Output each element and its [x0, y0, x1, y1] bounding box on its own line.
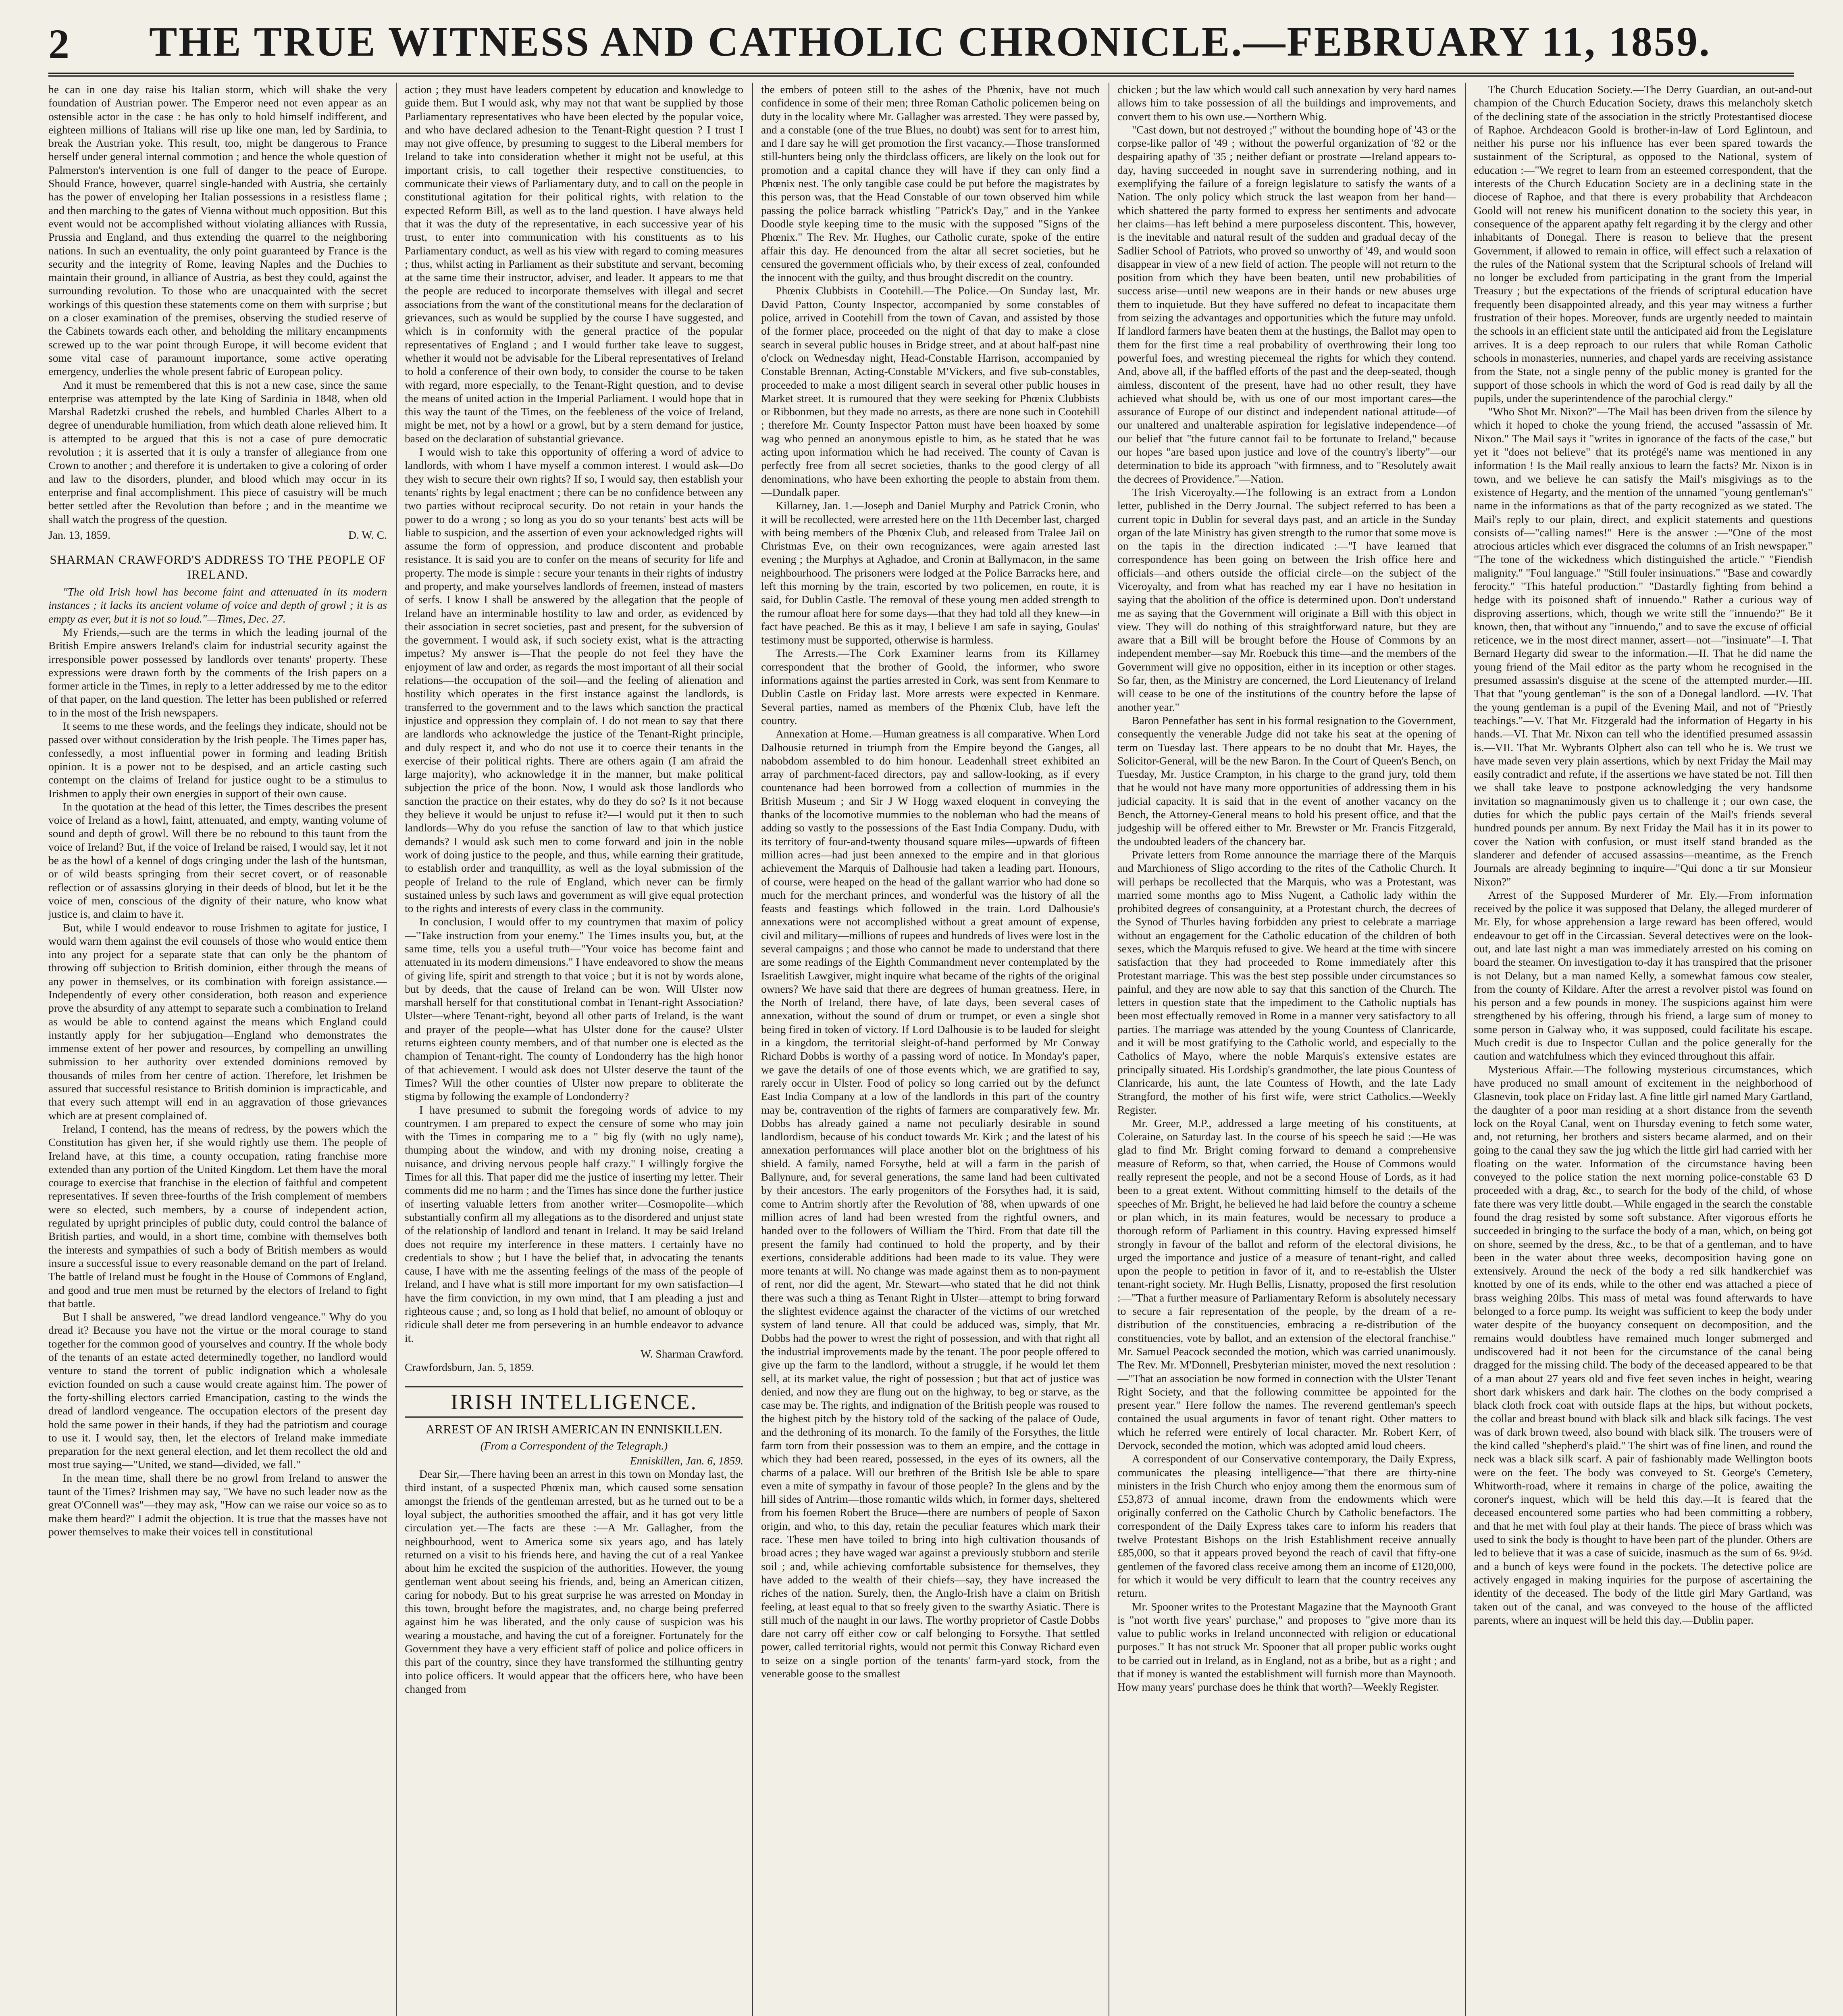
- article-paragraph: And it must be remembered that this is not a new case, since the same enterprise was attempted by the late King of Sardinia in 1848, when old Marshal Radetzki crushed the rebels, and humbled Charles Albert to a degree of unendurable humiliation, from which death alone relieved him. It is attempted to be argued that this is not a case of pure democratic revolution ; it is asserted that it is only a transfer of allegiance from one Crown to another ; and therefore it is undertaken to give a coloring of order and law to the disorders, plunder, and blood which may occur in its enterprise and final accomplishment. This piece of casuistry will be much better settled after the Revolution than before ; and in the meantime we shall watch the progress of the question.: [48, 378, 387, 525]
- article-paragraph: The Church Education Society.—The Derry Guardian, an out-and-out champion of the Church Education Society, draws this melancholy sketch of the declining state of the association in the strictly Protestantised diocese of Raphoe. Archdeacon Goold is brother-in-law of Lord Eglintoun, and neither his purse nor his influence has ever been spared towards the sustainment of the Scriptural, as opposed to the National, system of education :—"We regret to learn from an esteemed correspondent, that the interests of the Church Education Society are in a declining state in the diocese of Raphoe, and that there is every probability that Archdeacon Goold will not renew his munificent donation to the society this year, in consequence of the apparent apathy felt regarding it by the clergy and other inhabitants of Donegal. There is reason to believe that the present Government, if allowed to remain in office, will effect such a relaxation of the rules of the National system that the Scriptural schools of Ireland will no longer be excluded from participating in the grant from the Imperial Treasury ; but the expectations of the friends of scriptural education have frequently been disappointed already, and this year may witness a further frustration of their hopes. Moreover, funds are urgently needed to maintain the schools in an efficient state until the anticipated aid from the Legislature arrives. It is a deep reproach to our rulers that while Roman Catholic schools in monasteries, nunneries, and chapel yards are receiving assistance from the State, not a single penny of the public money is granted for the support of those schools in which the word of God is read daily by all the pupils, under the superintendence of the parochial clergy.": [1474, 83, 1812, 404]
- article-paragraph: I have presumed to submit the foregoing words of advice to my countrymen. I am prepared to expect the censure of some who may join with the Times in comparing me to a " big fly (with no ugly name), thumping about the window, and with my droning noise, creating a nuisance, and driving nervous people half crazy." I willingly forgive the Times for all this. That paper did me the justice of inserting my letter. Their comments did me no harm ; and the Times has since done the further justice of inserting valuable letters from another writer—Cosmopolite—which substantially confirm all my allegations as to the disordered and unjust state of the relationship of landlord and tenant in Ireland. It may be said Ireland does not require my interference in these matters. I certainly have no credentials to show ; but I have the belief that, in advocating the tenants cause, I have with me the assenting feelings of the mass of the people of Ireland, and I have what is still more important for my own satisfaction—I have the firm conviction, in my own mind, that I am pleading a just and righteous cause ; and, so long as I hold that belief, no amount of obloquy or ridicule shall deter me from persevering in an humble endeavor to advance it.: [405, 1103, 743, 1344]
- column-1: [48, 83, 387, 2016]
- article-paragraph: he can in one day raise his Italian storm, which will shake the very foundation of Austrian power. The Emperor need not even appear as an ostensible actor in the case : he has only to hold himself indifferent, and eighteen millions of Italians will rise up like one man, led by Sardinia, to break the Austrian yoke. This result, too, might be dangerous to France herself under general internal commotion ; and hence the whole question of Palmerston's intervention is one full of danger to the peace of Europe. Should France, however, quarrel single-handed with Austria, she certainly has the power of enveloping her Italian possessions in a resistless flame ; and then marching to the gates of Vienna without much opposition. But this event would not be accomplished without violating alliances with Russia, Prussia and England, and thus extending the quarrel to the neighboring nations. In such an eventuality, the only point guaranteed by France is the security and the integrity of Rome, leaving Naples and the Duchies to maintain their ground, in alliance of Austria, as best they could, against the surrounding revolution. To those who are unacquainted with the secret workings of this question these statements come on them with surprise ; but on a closer examination of the premises, observing the studied reserve of the Cabinets towards each other, and beholding the military encampments screwed up to the war point through Europe, it will become evident that some vital case of paramount importance, some active operating emergency, underlies the whole present fabric of European policy.: [48, 83, 387, 378]
- article-paragraph: Arrest of the Supposed Murderer of Mr. Ely.—From information received by the police it was supposed that Delany, the alleged murderer of Mr. Ely, for whose apprehension a large reward has been offered, would endeavour to get off in the Circassian. Several detectives were on the look-out, and late last night a man was immediately arrested on his coming on board the steamer. On investigation to-day it has transpired that the prisoner is not Delany, but a man named Kelly, a somewhat famous cow stealer, from the county of Kildare. After the arrest a revolver pistol was found on his person and a few pounds in money. The suspicions against him were strengthened by his offering, through his friend, a large sum of money to some person in Galway who, it was supposed, could facilitate his escape. Much credit is due to Inspector Cullan and the police generally for the caution and watchfulness which they evinced throughout this affair.: [1474, 888, 1812, 1062]
- article-paragraph: Annexation at Home.—Human greatness is all comparative. When Lord Dalhousie returned in triumph from the Empire beyond the Ganges, all nabobdom assembled to do him honour. Leadenhall street exhibited an array of parchment-faced directors, pay and sallow-looking, as if every countenance had been borrowed from a collection of mummies in the British Museum ; and Sir J W Hogg waxed eloquent in conveying the thanks of the locomotive mummies to the nobleman who had the means of adding so vastly to the possessions of the East India Company. Dudu, with its territory of four-and-twenty thousand square miles—upwards of fifteen million acres—had just been annexed to the empire and in that glorious achievement the Marquis of Dalhousie had taken a leading part. Honours, of course, were heaped on the head of the gallant warrior who had done so much for the merchant princes, and wonderful was the history of all the feasts and feastings which followed in the train. Lord Dalhousie's annexations were not accomplished without a great amount of expense, civil and military—millions of rupees and hundreds of lives were lost in the several campaigns ; and those who cannot be made to understand that there are some readings of the Eighth Commandment never contemplated by the Israelitish Lawgiver, might inquire what became of the rights of the original owners? We have said that there are degrees of human greatness. Here, in the North of Ireland, there have, of late days, been several cases of annexation, without the sound of drum or trumpet, or even a single shot being fired in token of victory. If Lord Dalhousie is to be lauded for sleight in a kingdom, the territorial sleight-of-hand performed by Mr Conway Richard Dobbs is worthy of a passing word of notice. In Monday's paper, we gave the details of one of those events which, we are gratified to say, rarely occur in Ulster. Food of policy so long carried out by the defunct East India Company at a low of the landlords in this part of the country may be, contravention of the rights of farmers are comparatively few. Mr. Dobbs has already gained a name not peculiarly desirable in sound landlordism, because of his conduct towards Mr. Kirk ; and the latest of his annexation performances will place another blot on the brightness of his shield. A family, named Forsythe, held at will a farm in the parish of Ballynure, and, for several generations, the same land had been cultivated by their ancestors. The early progenitors of the Forsythes had, it is said, come to Antrim shortly after the Revolution of '88, when upwards of one million acres of land had been wrested from the rightful owners, and handed over to the followers of William the Third. From that date till the present the family had continued to hold the property, and by their exertions, considerable additions had been made to its value. They were more tenants at will. No change was made against them as to non-payment of rent, nor did the agent, Mr. Stewart—who stated that he did not think there was such a thing as Tenant Right in Ulster—attempt to bring forward the slightest evidence against the character of the victims of our wretched system of land tenure. All that could be adduced was, simply, that Mr. Dobbs had the power to wrest the right of possession, and with that right all the industrial improvements made by the tenant. The poor people offered to give up the farm to the landlord, without a struggle, if he would let them sell, at its market value, the right of possession ; but that act of justice was denied, and now they are flung out on the highway, to beg or starve, as the case may be. The rights, and indignation of the British people was roused to the highest pitch by the history told of the sacking of the palace of Oude, and the dethroning of its monarch. To the family of the Forsythes, the little farm torn from their possession was to them an empire, and the cottage in which they had been reared, possessed, in the eyes of its owners, all the charms of a palace. Will our brethren of the British Isle be able to spare even a mite of sympathy in favour of those people? In the glens and by the hill sides of Antrim—those romantic wilds which, in former days, sheltered from his foemen Robert the Bruce—there are numbers of people of Saxon origin, and who, to this day, retain the peculiar features which mark their race. These men have toiled to bring into high cultivation thousands of broad acres ; they have waged war against a previously stubborn and sterile soil ; and, while achieving comfortable subsistence for themselves, they have added to the wealth of their chiefs—say, they have increased the riches of the nation. Surely, then, the Anglo-Irish have a claim on British feeling, at least equal to that so freely given to the swarthy Asiatic. There is still much of the naught in our laws. The worthy proprietor of Castle Dobbs dare not carry off either cow or calf belonging to Forsythe. That settled power, called territorial rights, would not permit this Conway Richard even to seize on a single portion of the tenants' farm-yard stock, from the venerable goose to the smallest: [761, 727, 1100, 1680]
- article-paragraph: Phœnix Clubbists in Cootehill.—The Police.—On Sunday last, Mr. David Patton, County Inspector, accompanied by some constables of police, arrived in Cootehill from the town of Cavan, and assisted by those of the former place, proceeded on the night of that day to make a close search in several public houses in Bridge street, and at about half-past nine o'clock on Wednesday night, Head-Constable Harrison, accompanied by Constable Brennan, Acting-Constable M'Vickers, and five sub-constables, proceeded to make a most diligent search in several other public houses in Market street. It is rumoured that they were seeking for Phœnix Clubbists or Ribbonmen, but they made no arrests, as there are none such in Cootehill ; therefore Mr. County Inspector Patton must have been hoaxed by some wag who penned an anonymous epistle to him, as he stated that he was acting upon information which he had received. The county of Cavan is perfectly free from all secret societies, thanks to the good clergy of all denominations, who have been exhorting the people to abstain from them.—Dundalk paper.: [761, 284, 1100, 498]
- article-paragraph: the embers of poteen still to the ashes of the Phœnix, have not much confidence in some of their men; three Roman Catholic policemen being on duty in the locality where Mr. Gallagher was arrested. They were passed by, and a constable (one of the true Blues, no doubt) was sent for to arrest him, and I dare say he will get promotion the first vacancy.—Those transformed still-hunters being only the thirdclass officers, are likely on the look out for promotion and a capital chance they will have if they can only find a Phœnix nest. The only tangible case could be put before the magistrates by this person was, that the Head Constable of our town observed him while passing the police barrack whistling "Patrick's Day," and in the Yankee Doodle style keeping time to the music with the supposed "Signs of the Phœnix." The Rev. Mr. Hughes, our Catholic curate, spoke of the entire affair this day. He denounced from the altar all secret societies, but he censured the government officials who, by their excess of zeal, confounded the innocent with the guilty, and thus brought discredit on the country.: [761, 83, 1100, 284]
- signature-place: Crawfordsburn, Jan. 5, 1859.: [405, 1361, 535, 1374]
- column-4: [1117, 83, 1456, 2016]
- article-heading: ARREST OF AN IRISH AMERICAN IN ENNISKILLEN.: [426, 1422, 722, 1436]
- column-rule: [1465, 83, 1466, 2016]
- article-paragraph: The Arrests.—The Cork Examiner learns from its Killarney correspondent that the brother of Goold, the informer, who swore informations against the parties arrested in Cork, was sent from Kenmare to Dublin Castle on Friday last. More arrests were expected in Kenmare. Several parties, named as members of the Phœnix Club, have left the country.: [761, 647, 1100, 727]
- article-paragraph: Dear Sir,—There having been an arrest in this town on Monday last, the third instant, of a suspected Phœnix man, which caused some sensation amongst the friends of the gentleman arrested, but as he turned out to be a loyal subject, the authorities smoothed the affair, and it has got very little circulation yet.—The facts are these :—A Mr. Gallagher, from the neighbourhood, went to America some six years ago, and has lately returned on a visit to his friends here, and having the cut of a real Yankee about him he excited the suspicion of the authorities. However, the young gentleman went about seeing his friends, and, being an American citizen, caring for nobody. But to his great surprise he was arrested on Monday in this town, brought before the magistrates, and, no charge being preferred against him he was liberated, and the only cause of suspicion was his wearing a moustache, and having the cut of a foreigner. Fortunately for the Government they have a very efficient staff of police and police officers in this part of the country, since they have transformed the stilhunting gentry into police officers. It would appear that the officers here, who have been changed from: [405, 1468, 743, 1695]
- signature-line: [48, 528, 387, 541]
- article-byline: (From a Correspondent of the Telegraph.): [480, 1439, 668, 1452]
- column-2: [405, 83, 743, 2016]
- article-paragraph: Baron Pennefather has sent in his formal resignation to the Government, consequently the venerable Judge did not take his seat at the opening of term on Tuesday last. There appears to be no doubt that Mr. Hayes, the Solicitor-General, will be the new Baron. In the Court of Queen's Bench, on Tuesday, Mr. Justice Crampton, in his charge to the grand jury, told them that he would not have many more opportunities of addressing them in his judicial capacity. It is said that in the event of another vacancy on the Bench, the Attorney-General means to hold his present office, and that the judgeship will be offered either to Mr. Brewster or Mr. Francis Fitzgerald, the undoubted leaders of the chancery bar.: [1117, 714, 1456, 848]
- column-rule: [752, 83, 753, 2016]
- article-paragraph: Ireland, I contend, has the means of redress, by the powers which the Constitution has given her, if she would rightly use them. The people of Ireland have, at this time, a county occupation, rating franchise more extended than any portion of the United Kingdom. Let them have the moral courage to exercise that franchise in the election of faithful and competent representatives. If seven three-fourths of the Irish complement of members were so elected, such members, by a course of independent action, regulated by upright principles of public duty, could control the balance of British parties, and would, in a short time, combine with themselves both the interests and sympathies of such a body of British members as would insure a successful issue to every reasonable demand on the part of Ireland. The battle of Ireland must be fought in the House of Commons of England, and good and true men must be returned by the electors of Ireland to fight that battle.: [48, 1122, 387, 1310]
- masthead: [48, 12, 1794, 77]
- signature-name: W. Sharman Crawford.: [641, 1347, 743, 1360]
- signature-initials: D. W. C.: [348, 528, 387, 541]
- masthead-title: THE TRUE WITNESS AND CATHOLIC CHRONICLE.—FEBRUARY 11, 1859.: [149, 19, 1711, 65]
- article-paragraph: But, while I would endeavor to rouse Irishmen to agitate for justice, I would warn them against the evil counsels of those who would entice them into any project for a separate state that can only be the phantom of throwing off subjection to British dominion, either through the means of any power in themselves, or its combination with foreign assistance.—Independently of every other consideration, both reason and experience prove the absurdity of any attempt to separate such a combination to Ireland as would be able to contend against the means which England could instantly apply for her subjugation—England who demonstrates the immense extent of her power and resources, by compelling an unwilling submission to her authority over extended dominions removed by thousands of miles from her centre of action. Therefore, let Irishmen be assured that successful resistance to British dominion is impracticable, and that every such attempt will end in an aggravation of those grievances which are at present complained of.: [48, 921, 387, 1122]
- article-paragraph: "Who Shot Mr. Nixon?"—The Mail has been driven from the silence by which it hoped to choke the young friend, the accused "assassin of Mr. Nixon." The Mail says it "writes in ignorance of the facts of the case," but yet it "does not believe" that its protégé's name was mentioned in any information ! Is the Mail really anxious to learn the facts? Mr. Nixon is in town, and we believe he can satisfy the Mail's misgivings as to the existence of Hegarty, and the mention of the unnamed "young gentleman's" name in the informations as that of the party recognized as we stated. The Mail's reply to our plain, direct, and explicit statements and questions consists of—"calling names!" Here is the answer :—"One of the most atrocious articles which ever disgraced the columns of an Irish newspaper." "The tone of the wickedness which distinguished the article." "Fiendish malignity." "Foul language." "Still fouler insinuations." "Base and cowardly ferocity." "This hateful production." "Dastardly fighting from behind a hedge with its poisoned shaft of innuendo." Rather a curious way of disproving assertions, which, though we write still the "innuendo?" Be it known, then, that without any "innuendo," and to save the excuse of official reticence, we in the most direct manner, assert—not—"insinuate"—I. That Bernard Hegarty did swear to the information.—II. That he did name the young friend of the Mail editor as the party whom he recognised in the presumed assassin's disguise at the scene of the attempted murder.—III. That that "young gentleman" is the son of a Donegal landlord. —IV. That the young gentleman is a pupil of the Evening Mail, and not of "Priestly teachings."—V. That Mr. Fitzgerald had the information of Hegarty in his hands.—VI. That Mr. Nixon can tell who the identified presumed assassin is.—VII. That Mr. Wybrants Olphert also can tell who he is. We trust we have made seven very plain assertions, which by next Friday the Mail may easily contradict and refute, if the assertions we have stated be not. Till then we shall take leave to postpone acknowledging the very handsome invitation so magnanimously given us to challenge it ; our own case, the duties for which the public pays certain of the Mail's friends several hundred pounds per annum. By next Friday the Mail has it in its power to cover the Nation with confusion, or must itself stand branded as the slanderer and defender of accused assassins—meantime, as the French Journals are already beginning to inquire—"Qui donc a tir sur Monsieur Nixon?": [1474, 405, 1812, 888]
- article-paragraph: Mysterious Affair.—The following mysterious circumstances, which have produced no small amount of excitement in the neighborhood of Glasnevin, took place on Friday last. A fine little girl named Mary Gartland, the daughter of a poor man residing at a short distance from the seventh lock on the Royal Canal, went on Thursday evening to fetch some water, and, not returning, her brothers and sisters became alarmed, and on their going to the canal they saw the jug which the little girl had carried with her floating on the water. Information of the circumstance having been conveyed to the police station the next morning police-constable 63 D proceeded with a drag, &c., to search for the body of the child, of whose fate there was very little doubt.—While engaged in the search the constable found the drag resisted by some soft substance. After vigorous efforts he succeeded in bringing to the surface the body of a man, which, on being got on shore, seemed by the dress, &c., to be that of a gentleman, and to have been in the water about three weeks, decomposition having gone on extensively. Around the neck of the body a red silk handkerchief was knotted by one of its ends, while to the other end was attached a piece of brass weighing 20lbs. This mass of metal was found afterwards to have belonged to a force pump. Its weight was sufficient to keep the body under water despite of the buoyancy consequent on decomposition, and the remains would doubtless have remained much longer submerged and undiscovered had it not been for the circumstance of the canal being dragged for the missing child. The body of the deceased appeared to be that of a man about 27 years old and five feet seven inches in height, wearing short dark whiskers and dark hair. The clothes on the body comprised a black cloth frock coat with outside flaps at the hips, but without pockets, the collar and breast bound with black silk and black silk facings. The vest was of dark brown tweed, also bound with black silk. The trousers were of the kind called "shepherd's plaid." The shirt was of fine linen, and round the neck was a black silk scarf. A pair of fashionably made Wellington boots were on the feet. The body was conveyed to St. George's Cemetery, Whitworth-road, where it remains in charge of the police, awaiting the coroner's inquest, which will be held this day.—It is feared that the deceased encountered some parties who had been committing a robbery, and that he met with foul play at their hands. The piece of brass which was used to sink the body is thought to have been part of the plunder. Others are led to believe that it was a case of suicide, inasmuch as the sum of 6s. 9½d. and a bunch of keys were found in the pockets. The detective police are actively engaged in making inquiries for the purpose of ascertaining the identity of the deceased. The body of the little girl Mary Gartland, was taken out of the canal, and was conveyed to the house of the afflicted parents, where an inquest will be held this day.—Dublin paper.: [1474, 1063, 1812, 1626]
- article-paragraph: In the mean time, shall there be no growl from Ireland to answer the taunt of the Times? Irishmen may say, "We have no such leader now as the great O'Connell was"—they may ask, "How can we raise our voice so as to make them heard?" I admit the objection. It is true that the masses have not power themselves to make their voices tell in constitutional: [48, 1471, 387, 1538]
- article-dateline: Enniskillen, Jan. 6, 1859.: [630, 1454, 743, 1467]
- article-epigraph: "The old Irish howl has become faint and attenuated in its modern instances ; it lacks its ancient volume of voice and depth of growl ; it is as empty as ever, but it is not so loud."—Times, Dec. 27.: [48, 585, 387, 625]
- article-paragraph: Mr. Greer, M.P., addressed a large meeting of his constituents, at Coleraine, on Saturday last. In the course of his speech he said :—He was glad to find Mr. Bright coming forward to demand a comprehensive measure of Reform, so that, when carried, the House of Commons would really represent the people, and not be a second House of Lords, as it had been to a great extent. Without committing himself to the details of the speeches of Mr. Bright, he believed he had laid before the country a scheme or plan which, in its main features, would be necessary to produce a thorough reform of Parliament in this country. Having expressed himself strongly in favour of the ballot and reform of the electoral divisions, he urged the importance and justice of a measure of tenant-right, and called upon the people to petition in favor of it, and to re-establish the Ulster tenant-right society. Mr. Hugh Bellis, Lisnatty, proposed the first resolution :—"That a further measure of Parliamentary Reform is absolutely necessary to secure a fair representation of the people, by the dream of a re-distribution of the constituencies, embracing a re-distribution of the constituencies, vote by ballot, and an extension of the electoral franchise." Mr. Samuel Peacock seconded the motion, which was carried unanimously. The Rev. Mr. M'Donnell, Presbyterian minister, moved the next resolution :—"That an association be now formed in connection with the Ulster Tenant Right Society, and that the following committee be appointed for the present year." Here follow the names. The reverend gentleman's speech contained the usual arguments in favor of tenant right. Other matters to which he referred were entirely of local character. Mr. Robert Kerr, of Dervock, seconded the motion, which was adopted amid loud cheers.: [1117, 1116, 1456, 1452]
- article-paragraph: chicken ; but the law which would call such annexation by very hard names allows him to take possession of all the buildings and improvements, and convert them to his own use.—Northern Whig.: [1117, 83, 1456, 123]
- signature-date: Jan. 13, 1859.: [48, 528, 111, 541]
- column-5: [1474, 83, 1812, 2016]
- article-paragraph: In conclusion, I would offer to my countrymen that maxim of policy—"Take instruction from your enemy." The Times insults you, but, at the same time, tells you a useful truth—"Your voice has become faint and attenuated in its modern dimensions." I have endeavored to show the means of giving life, spirit and strength to that voice ; but it is not by words alone, but by deeds, that the cause of Ireland can be won. Will Ulster now marshall herself for that constitutional combat in Tenant-right Association? Ulster—where Tenant-right, beyond all other parts of Ireland, is the want and prayer of the people—what has Ulster done for the cause? Ulster returns eighteen county members, and of that number one is elected as the champion of Tenant-right. The county of Londonderry has the high honor of that achievement. I would ask does not Ulster deserve the taunt of the Times? Will the other counties of Ulster now prepare to obliterate the stigma by following the example of Londonderry?: [405, 915, 743, 1103]
- column-3: [761, 83, 1100, 2016]
- article-paragraph: A correspondent of our Conservative contemporary, the Daily Express, communicates the pleasing intelligence—"that there are thirty-nine ministers in the Irish Church who enjoy among them the enormous sum of £53,873 of annual income, drawn from the endowments which were originally conferred on the Catholic Church by Catholic benefactors. The correspondent of the Daily Express takes care to inform his readers that twelve Protestant Bishops on the Irish Establishment receive annually £85,000, so that it appears proved beyond the reach of cavil that fifty-one gentlemen of the favored class receive among them an income of £120,000, for which it would be very difficult to learn that the country receives any return.: [1117, 1452, 1456, 1599]
- article-paragraph: My Friends,—such are the terms in which the leading journal of the British Empire answers Ireland's claim for industrial security against the irresponsible power possessed by landlords over tenants' property. These expressions were drawn forth by the comments of the Irish papers on a former article in the Times, in reply to a letter addressed by me to the editor of that paper, on the land question. The letter has been published or referred to in the most of the Irish newspapers.: [48, 625, 387, 719]
- page-number: 2: [48, 21, 69, 67]
- article-paragraph: Mr. Spooner writes to the Protestant Magazine that the Maynooth Grant is "not worth five years' purchase," and proposes to "give more than its value to public works in Ireland unconnected with religion or educational purposes." It has not struck Mr. Spooner that all proper public works ought to be carried out in Ireland, as in England, not as a bribe, but as a right ; and that if money is wanted the establishment will furnish more than Maynooth. How many years' purchase does he think that worth?—Weekly Register.: [1117, 1600, 1456, 1693]
- article-paragraph: "Cast down, but not destroyed ;" without the bounding hope of '43 or the corpse-like pallor of '49 ; without the powerful organization of '82 or the despairing apathy of '35 ; neither defiant or prostrate —Ireland appears to-day, having succeeded in nought save in surrendering nothing, and in exemplifying the failure of a foreign legislature to satisfy the wants of a Nation. The only policy which struck the last weapon from her hand—which shattered the party formed to express her sentiments and advocate her claims—has left behind a mere purposeless discontent. This, however, is the inevitable and natural result of the sudden and gradual decay of the Sadlier School of Patriots, who proved so unworthy of '49, and would soon disappear in view of a new field of action. The people will not return to the position from which they have been beaten, until new probabilities of success arise—until new weapons are in their hands or new abuses urge them to inquietude. But they have suffered no defeat to incapacitate them from seizing the advantages and opportunities which the future may unfold. If landlord farmers have beaten them at the hustings, the Ballot may open to them for the first time a real probability of overthrowing their long too powerful foes, and wresting piecemeal the rights for which they contend. And, above all, if the baffled efforts of the past and the deep-seated, though aimless, discontent of the present, have had no other result, they have achieved what should be, with us one of our most important cares—the assurance of Europe of our distinct and independent national attitude—of our unaltered and unalterable aspiration for legislative independence—of our belief that "the future cannot fail to be fortunate to Ireland," because our hopes "are based upon justice and love of the country's liberty"—our determination to bide its approach "with firmness, and to "Resolutely await the decrees of Providence."—Nation.: [1117, 123, 1456, 485]
- article-paragraph: In the quotation at the head of this letter, the Times describes the present voice of Ireland as a howl, faint, attenuated, and empty, wanting volume of sound and depth of growl. Will there be no rebound to this taunt from the voice of Ireland? But, if the voice of Ireland be raised, I would say, let it not be as the howl of a kennel of dogs cringing under the lash of the huntsman, or of wild beasts springing from their secret covert, or of reasonable reflection or of assassins glorying in their deeds of blood, but let it be the voice of men, conscious of the dignity of their nature, who know what justice is, and claim to have it.: [48, 800, 387, 921]
- section-heading: IRISH INTELLIGENCE.: [405, 1386, 743, 1418]
- column-rule: [396, 83, 397, 2016]
- article-paragraph: Killarney, Jan. 1.—Joseph and Daniel Murphy and Patrick Cronin, who it will be recollected, were arrested here on the 11th December last, charged with being members of the Phœnix Club, and released from Tralee Jail on Christmas Eve, on their own recognizances, were again arrested last evening ; the Murphys at Aghadoe, and Cronin at Ballymacon, in the same neighbourhood. The prisoners were lodged at the Police Barracks here, and left this morning by the train, escorted by two policemen, en route, it is said, for Dublin Castle. The removal of these young men added strength to the rumour afloat here for some days—that they had told all they knew—in fact have peached. Be this as it may, I believe I am safe in saying, Goulas' testimony must be supported, otherwise is harmless.: [761, 499, 1100, 646]
- article-paragraph: I would wish to take this opportunity of offering a word of advice to landlords, with whom I have myself a common interest. I would ask—Do they wish to secure their own rights? If so, I would say, then establish your tenants' rights by legal enactment ; there can be no confidence between any two parties without reciprocal security. Do not retain in your hands the power to do a wrong ; so long as you do so your tenants' best acts will be liable to suspicion, and the assertion of even your acknowledged rights will assume the form of oppression, and produce discontent and probable resistance. It is said you are to confer on the means of security for life and property. The mode is simple : secure your tenants in their rights of industry and property, and make yourselves landlords of freemen, instead of masters of serfs. I know I shall be answered by the allegation that the people of Ireland have an interminable hostility to law and order, as evidenced by their association in secret societies, past and present, for the subversion of the government. I would ask, if such society exist, what is the attracting impetus? My answer is—That the people do not feel they have the enjoyment of law and order, as regards the most important of all their social relations—the occupation of the soil—and the feeling of alienation and hostility which operates in the first instance against the landlords, is transferred to the government and to the laws which sanction the practical injustice and oppression they complain of. I do not mean to say that there are landlords who acknowledge the justice of the Tenant-Right principle, and duly respect it, and who do not use it to coerce their tenants in the exercise of their political rights. There are others again (I am afraid the large majority), who acknowledge it in the manner, but make political subjection the price of the boon. Now, I would ask those landlords who sanction the practice on their estates, why do they do so? Is it not because they believe it would be unjust to refuse it?—I would put it then to such landlords—Why do you refuse the sanction of law to that which justice demands? I would ask such men to come forward and join in the noble work of doing justice to the people, and thus, while earning their gratitude, to establish order and tranquillity, as well as the loyal submission of the people of Ireland to the rule of England, which never can be firmly sustained unless by such laws and government as will give equal protection to the rights and interests of every class in the community.: [405, 446, 743, 915]
- article-paragraph: action ; they must have leaders competent by education and knowledge to guide them. But I would ask, why may not that want be supplied by those Parliamentary representatives who have been elected by the popular voice, and who have declared adhesion to the Tenant-Right question ? I trust I may not give offence, by presuming to suggest to the Liberal members for Ireland to take into consideration whether it might not be useful, at this important crisis, to call together their respective constituencies, to communicate their views of Parliamentary duty, and to call on the people in constitutional agitation for their political rights, with relation to the expected Reform Bill, as well as to the land question. I have always held that it was the duty of the representative, in each successive year of his trust, to enter into communication with his constituents as to his Parliamentary conduct, as well as his view with regard to coming measures ; thus, whilst acting in Parliament as their substitute and servant, becoming at the same time their instructor, adviser, and leader. It appears to me that the people are reduced to incorporate themselves with illegal and secret associations from the want of the constitutional means for the declaration of grievances, such as would be supplied by the course I have suggested, and which is in conformity with the general practice of the popular representatives of England ; and I would further take leave to suggest, whether it would not be advisable for the Liberal representatives of Ireland to hold a conference of their own body, to consider the course to be taken with regard, more especially, to the Tenant-Right question, and to devise the means of united action in the Imperial Parliament. I would hope that in this way the taunt of the Times, on the feebleness of the voice of Ireland, might be met, not by a howl or a growl, but by a stern demand for justice, based on the declaration of substantial grievance.: [405, 83, 743, 445]
- article-paragraph: The Irish Viceroyalty.—The following is an extract from a London letter, published in the Derry Journal. The subject referred to has been a current topic in Dublin for several days past, and an article in the Sunday organ of the late Ministry has given strength to the rumor that some move is on the tapis in the direction indicated :—"I have learned that correspondence has been going on between the Irish office here and officials—and others outside the official circle—on the subject of the Viceroyalty, and from what has reached my ear I have no hesitation in saying that the abolition of the office is determined upon. Don't understand me as saying that the Government will originate a Bill with this object in view. They will do nothing of this straightforward nature, but they are aware that a Bill will be brought before the House of Commons by an independent member—say Mr. Roebuck this time—and the members of the Government will give no opposition, either in its inception or other stages. So far, then, as the Ministry are concerned, the Lord Lieutenancy of Ireland will cease to be one of the institutions of the country before the lapse of another year.": [1117, 485, 1456, 713]
- article-paragraph: Private letters from Rome announce the marriage there of the Marquis and Marchioness of Sligo according to the rites of the Catholic Church. It will perhaps be recollected that the Marquis, who was a Protestant, was married some months ago to Miss Nugent, a Catholic lady within the prohibited degrees of consanguinity, at a Protestant church, the decrees of the Synod of Thurles having forbidden any priest to celebrate a marriage without an engagement for the Catholic education of the children of both sexes, which the Marquis refused to give. We heard at the time with sincere satisfaction that they had proceeded to Rome immediately after this Protestant marriage. This was the best step possible under circumstances so painful, and they are now able to say that this sanction of the Church. The letters in question state that the impediment to the Catholic nuptials has been most effectually removed in Rome in a manner very satisfactory to all parties. The marriage was attended by the young Countess of Clanricarde, and it will be most gratifying to the Catholic world, and especially to the Catholics of Mayo, where the noble Marquis's extensive estates are principally situated. His Lordship's grandmother, the late pious Countess of Clanricarde, his aunt, the late Countess of Howth, and the late Lady Strangford, the mother of his first wife, were strict Catholics.—Weekly Register.: [1117, 848, 1456, 1116]
- article-paragraph: It seems to me these words, and the feelings they indicate, should not be passed over without consideration by the Irish people. The Times paper has, confessedly, a most influential power in forming and leading British opinion. It is a power not to be despised, and an article casting such contempt on the claims of Ireland for justice ought to be a stimulus to Irishmen to apply their own energies in support of their own cause.: [48, 720, 387, 800]
- article-paragraph: But I shall be answered, "we dread landlord vengeance." Why do you dread it? Because you have not the virtue or the moral courage to stand together for the common good of yourselves and country. If the whole body of the tenants of an estate acted determinedly together, no landlord would venture to stand the torrent of public indignation which a wholesale eviction founded on such a cause would create against him. The power of the forty-shilling electors carried Emancipation, casting to the winds the dread of landlord vengeance. The occupation electors of the present day hold the same power in their hands, if they had the patriotism and courage to use it. I would say, then, let the electors of Ireland make immediate preparation for the next general election, and let them recollect the old and most true saying—"United, we stand—divided, we fall.": [48, 1310, 387, 1471]
- article-heading: SHARMAN CRAWFORD'S ADDRESS TO THE PEOPLE OF IRELAND.: [50, 552, 386, 582]
